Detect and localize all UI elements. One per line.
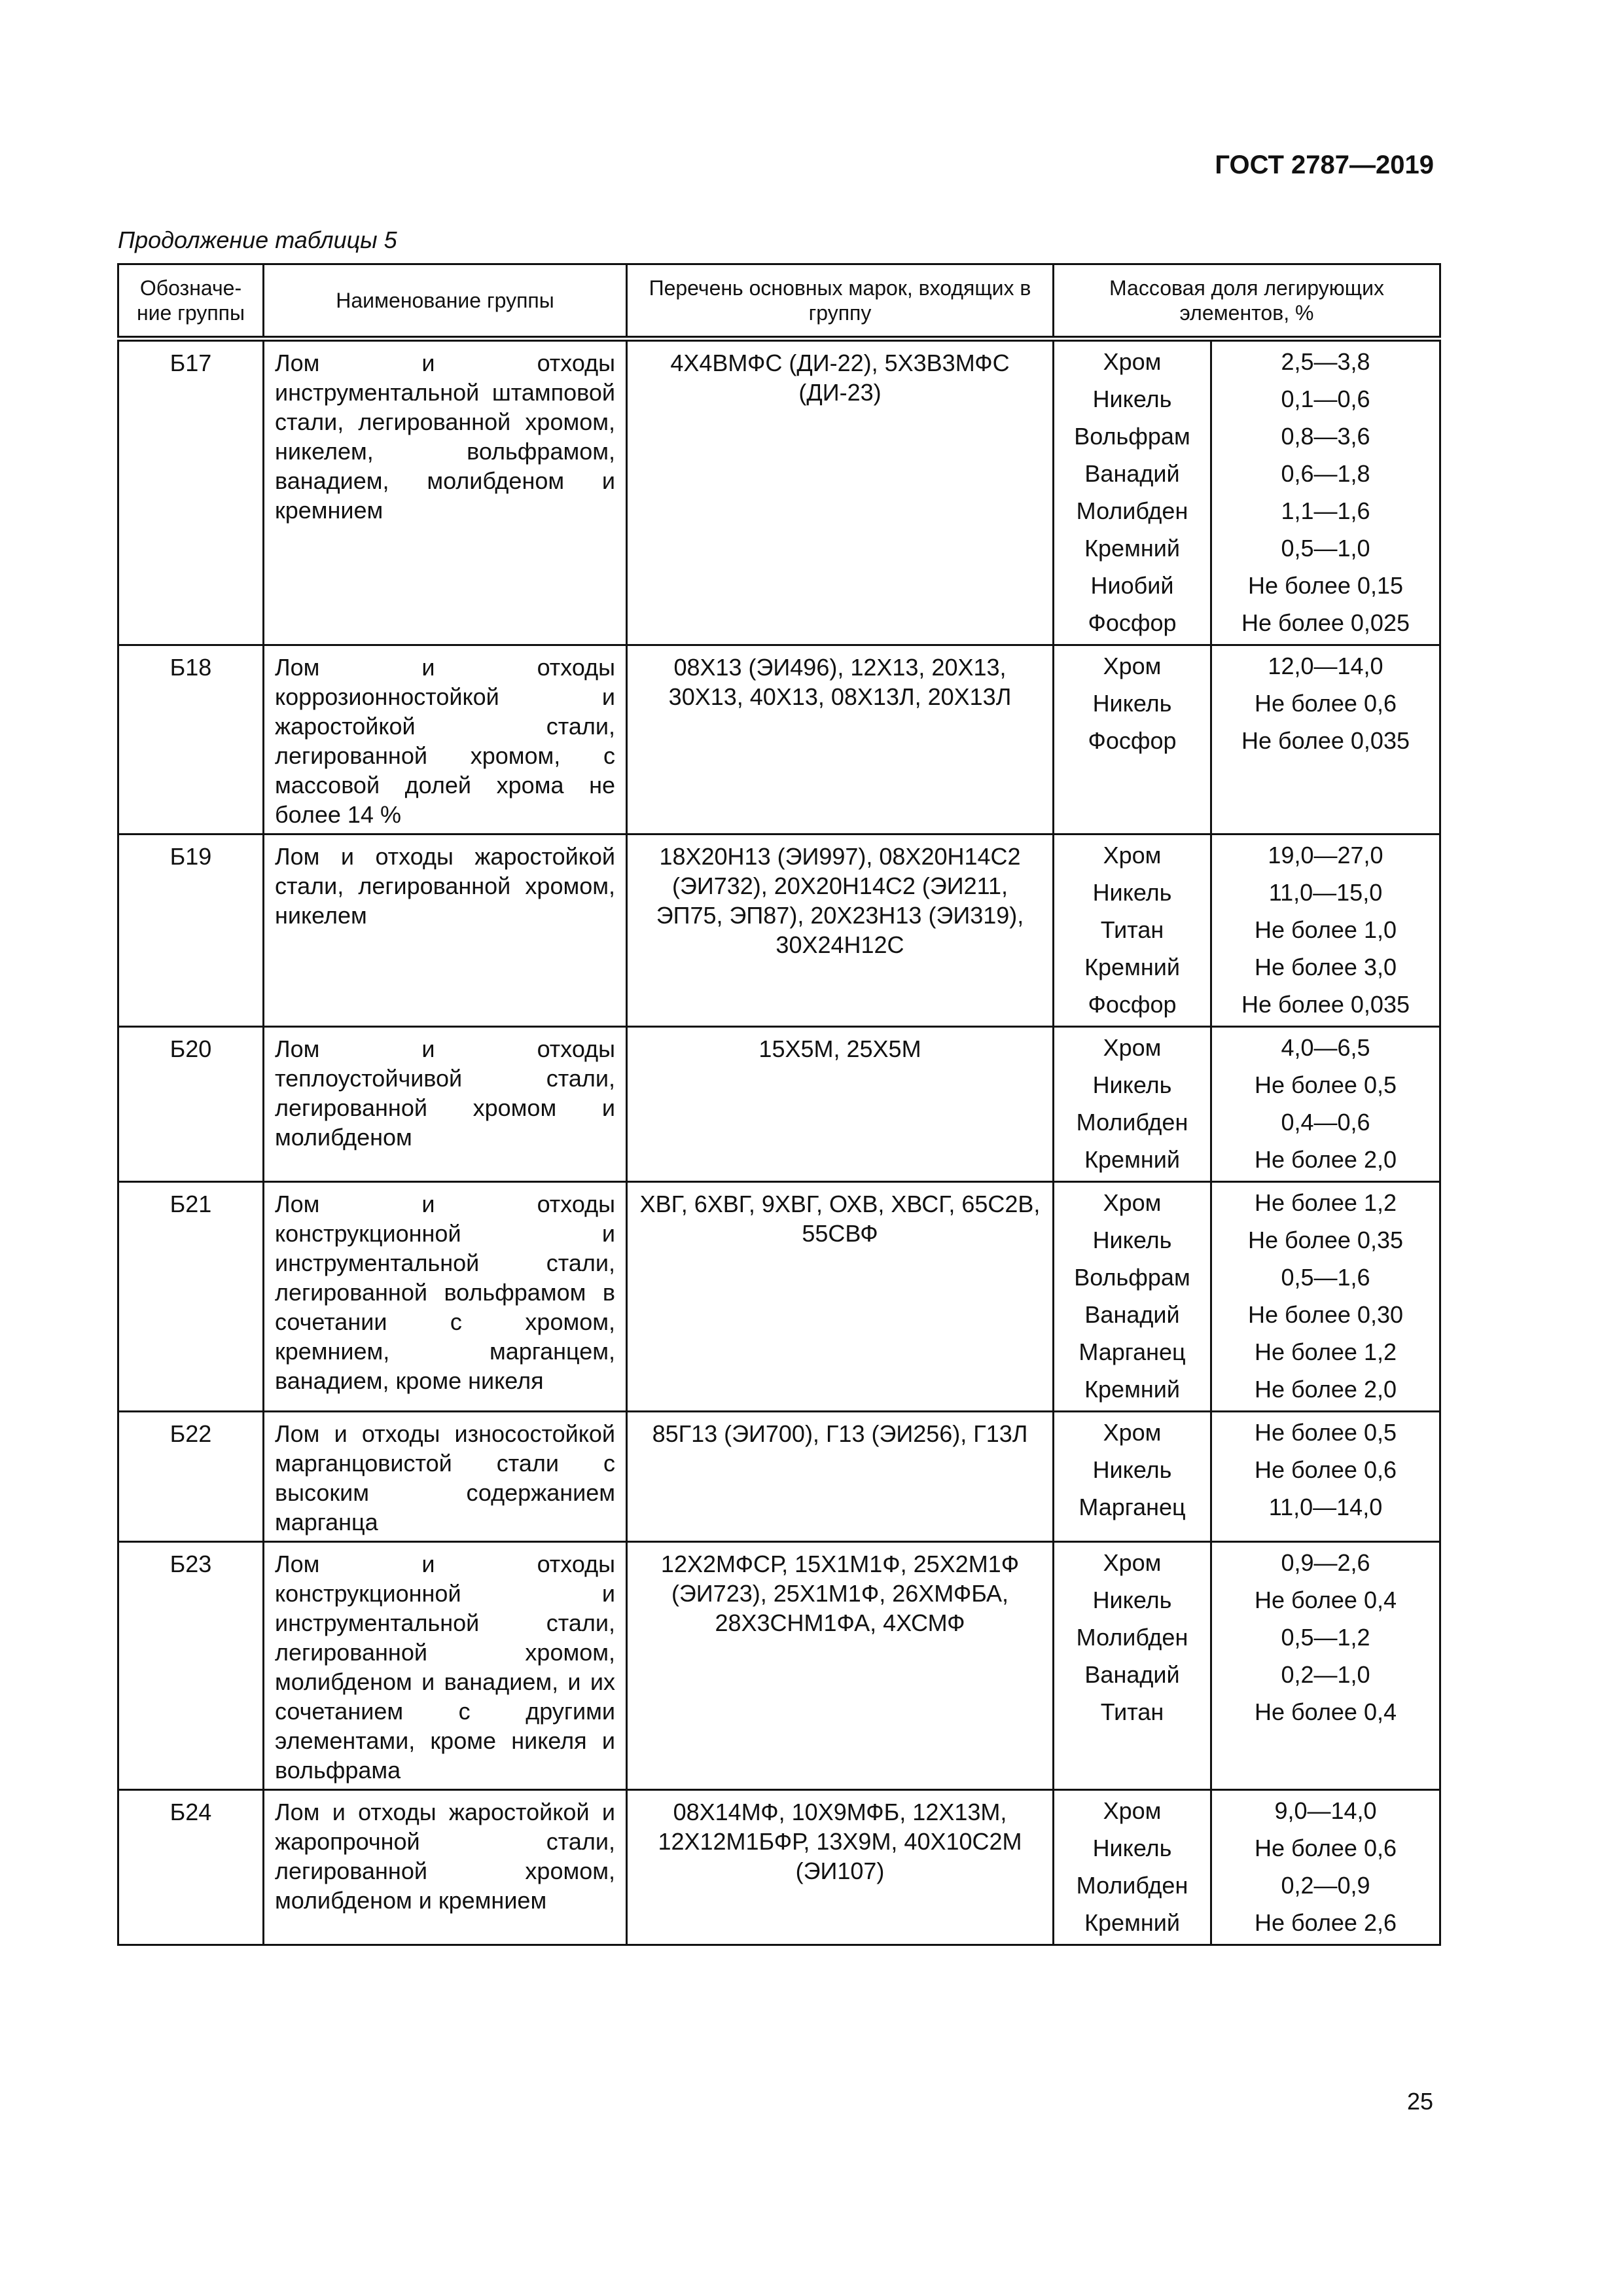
grades-cell: 85Г13 (ЭИ700), Г13 (ЭИ256), Г13Л [627,1412,1054,1542]
element-name: Хром [1103,1549,1162,1576]
element-name: Хром [1103,348,1162,375]
element-name: Молибден [1076,1109,1188,1136]
element-name: Молибден [1076,1872,1188,1899]
grades-cell: 15Х5М, 25Х5М [627,1027,1054,1182]
element-name: Молибден [1076,497,1188,524]
element-value: 0,5—1,2 [1281,1624,1370,1651]
table-row [118,1182,1440,1412]
table-caption: Продолжение таблицы 5 [118,226,397,253]
group-name-cell: Лом и отходы конструкционной и инструментальной стали, легированной вольфрамом в сочетании с хромом, кремнием, марганцем, ванадием, кроме никеля [264,1182,627,1412]
element-names-cell [1054,1412,1211,1542]
element-name: Ванадий [1084,1301,1180,1328]
header-mass-fraction: Массовая доля легирующих элементов, % [1054,264,1440,339]
table-row [118,1027,1440,1182]
element-name: Фосфор [1088,991,1177,1018]
grades-cell: 08Х14МФ, 10Х9МФБ, 12Х13М, 12Х12М1БФР, 13Х9М, 40Х10С2М (ЭИ107) [627,1790,1054,1945]
element-names-cell [1054,1182,1211,1412]
element-name: Хром [1103,1189,1162,1216]
header-grades: Перечень основных марок, входящих в группу [627,264,1054,339]
element-value: 0,5—1,0 [1281,535,1370,562]
element-values-cell [1211,1412,1440,1542]
element-values-cell [1211,834,1440,1027]
element-name: Вольфрам [1074,1264,1190,1291]
element-name: Ванадий [1084,460,1180,487]
element-values-cell [1211,1182,1440,1412]
group-name-cell: Лом и отходы жаростойкой и жаропрочной стали, легированной хромом, молибденом и кремнием [264,1790,627,1945]
element-value: 4,0—6,5 [1281,1034,1370,1061]
element-value: Не более 1,0 [1255,916,1397,943]
element-value: Не более 0,035 [1241,991,1410,1018]
element-value: Не более 1,2 [1255,1189,1397,1216]
element-value: 0,4—0,6 [1281,1109,1370,1136]
table-row [118,834,1440,1027]
element-name: Никель [1092,386,1172,412]
element-name: Молибден [1076,1624,1188,1651]
element-names-cell [1054,1542,1211,1790]
element-value: 0,6—1,8 [1281,460,1370,487]
element-name: Кремний [1084,535,1180,562]
grades-cell: ХВГ, 6ХВГ, 9ХВГ, ОХВ, ХВСГ, 65С2В, 55СВФ [627,1182,1054,1412]
group-code-cell: Б19 [118,834,264,1027]
element-value: 0,9—2,6 [1281,1549,1370,1576]
element-values-cell [1211,339,1440,645]
element-name: Никель [1092,690,1172,717]
element-value: Не более 0,6 [1255,1456,1397,1483]
grades-cell: 18Х20Н13 (ЭИ997), 08Х20Н14С2 (ЭИ732), 20Х20Н14С2 (ЭИ211, ЭП75, ЭП87), 20Х23Н13 (ЭИ319), 30Х24Н12С [627,834,1054,1027]
table-row [118,1412,1440,1542]
element-values-cell [1211,1542,1440,1790]
element-value: 19,0—27,0 [1268,842,1383,869]
element-value: 11,0—15,0 [1268,879,1383,906]
group-name-cell: Лом и отходы теплоустойчивой стали, легированной хромом и молибденом [264,1027,627,1182]
element-value: 0,5—1,6 [1281,1264,1370,1291]
grades-cell: 4Х4ВМФС (ДИ-22), 5Х3В3МФС (ДИ-23) [627,339,1054,645]
element-value: 0,1—0,6 [1281,386,1370,412]
element-name: Никель [1092,1835,1172,1861]
element-value: Не более 0,6 [1255,690,1397,717]
element-value: Не более 2,6 [1255,1909,1397,1936]
table-row [118,1542,1440,1790]
group-code-cell: Б23 [118,1542,264,1790]
element-value: Не более 2,0 [1255,1376,1397,1403]
standard-number: ГОСТ 2787—2019 [1215,151,1434,179]
element-name: Никель [1092,1071,1172,1098]
element-name: Ниобий [1090,572,1174,599]
group-name-cell: Лом и отходы коррозионностойкой и жаростойкой стали, легированной хромом, с массовой долей хрома не более 14 % [264,645,627,834]
element-value: 11,0—14,0 [1268,1494,1383,1520]
element-value: 2,5—3,8 [1281,348,1370,375]
grades-cell: 12Х2МФСР, 15Х1М1Ф, 25Х2М1Ф (ЭИ723), 25Х1М1Ф, 26ХМФБА, 28Х3СНМ1ФА, 4ХСМФ [627,1542,1054,1790]
element-name: Фосфор [1088,609,1177,636]
element-name: Кремний [1084,954,1180,980]
element-name: Хром [1103,1797,1162,1824]
group-name-cell: Лом и отходы инструментальной штамповой стали, легированной хромом, никелем, вольфрамом, ванадием, молибденом и кремнием [264,339,627,645]
element-names-cell [1054,834,1211,1027]
element-value: 0,2—1,0 [1281,1661,1370,1688]
element-name: Титан [1100,1698,1164,1725]
element-names-cell [1054,1790,1211,1945]
table-body [118,339,1440,1945]
element-value: 12,0—14,0 [1268,653,1383,679]
element-values-cell [1211,1027,1440,1182]
grades-cell: 08Х13 (ЭИ496), 12Х13, 20Х13, 30Х13, 40Х13, 08Х13Л, 20Х13Л [627,645,1054,834]
element-value: Не более 0,035 [1241,727,1410,754]
header-group-name: Наименование группы [264,264,627,339]
element-names-cell [1054,645,1211,834]
element-name: Никель [1092,1227,1172,1253]
element-name: Марганец [1079,1338,1186,1365]
element-value: Не более 0,4 [1255,1698,1397,1725]
group-code-cell: Б17 [118,339,264,645]
element-value: Не более 3,0 [1255,954,1397,980]
element-name: Ванадий [1084,1661,1180,1688]
element-value: 1,1—1,6 [1281,497,1370,524]
element-value: 0,8—3,6 [1281,423,1370,450]
element-value: Не более 0,35 [1248,1227,1403,1253]
group-code-cell: Б20 [118,1027,264,1182]
group-code-cell: Б21 [118,1182,264,1412]
element-name: Кремний [1084,1909,1180,1936]
element-name: Кремний [1084,1146,1180,1173]
element-value: Не более 2,0 [1255,1146,1397,1173]
group-name-cell: Лом и отходы износостойкой марганцовистой стали с высоким содержанием марганца [264,1412,627,1542]
element-name: Кремний [1084,1376,1180,1403]
element-name: Хром [1103,1419,1162,1446]
table-header-row [118,264,1440,339]
element-name: Хром [1103,653,1162,679]
page-number: 25 [1406,2088,1433,2115]
element-name: Титан [1100,916,1164,943]
element-value: Не более 1,2 [1255,1338,1397,1365]
element-value: 0,2—0,9 [1281,1872,1370,1899]
element-names-cell [1054,1027,1211,1182]
element-name: Никель [1092,1456,1172,1483]
table-row [118,1790,1440,1945]
table-row [118,645,1440,834]
element-value: Не более 0,30 [1248,1301,1403,1328]
element-name: Вольфрам [1074,423,1190,450]
group-code-cell: Б18 [118,645,264,834]
element-value: Не более 0,15 [1248,572,1403,599]
element-name: Хром [1103,1034,1162,1061]
element-value: Не более 0,6 [1255,1835,1397,1861]
element-value: 9,0—14,0 [1274,1797,1377,1824]
element-value: Не более 0,5 [1255,1419,1397,1446]
alloy-groups-table [117,263,1441,1946]
element-values-cell [1211,645,1440,834]
element-name: Никель [1092,1587,1172,1613]
header-group-code: Обозначе-ние группы [118,264,264,339]
element-name: Марганец [1079,1494,1186,1520]
element-name: Хром [1103,842,1162,869]
table-row [118,339,1440,645]
element-value: Не более 0,5 [1255,1071,1397,1098]
element-name: Фосфор [1088,727,1177,754]
element-values-cell [1211,1790,1440,1945]
element-name: Никель [1092,879,1172,906]
group-name-cell: Лом и отходы жаростойкой стали, легированной хромом, никелем [264,834,627,1027]
element-value: Не более 0,4 [1255,1587,1397,1613]
element-names-cell [1054,339,1211,645]
group-code-cell: Б24 [118,1790,264,1945]
group-name-cell: Лом и отходы конструкционной и инструментальной стали, легированной хромом, молибденом и ванадием, и их сочетанием с другими элементами, кроме никеля и вольфрама [264,1542,627,1790]
element-value: Не более 0,025 [1241,609,1410,636]
group-code-cell: Б22 [118,1412,264,1542]
